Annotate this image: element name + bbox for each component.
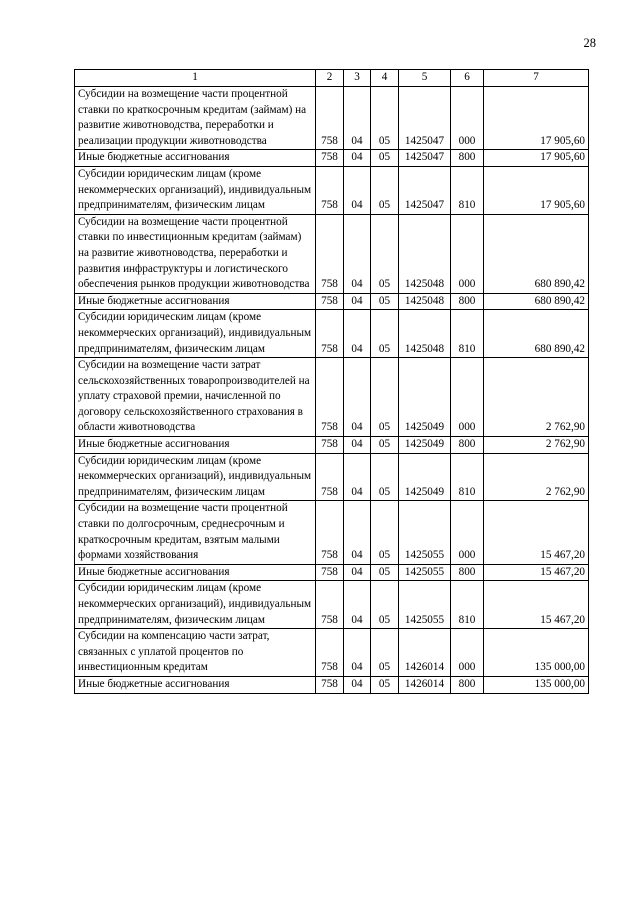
target-article-code: 1425049 — [399, 453, 451, 501]
section-code: 04 — [344, 581, 371, 629]
amount: 15 467,20 — [484, 581, 589, 629]
item-name: Иные бюджетные ассигнования — [75, 437, 316, 454]
agency-code: 758 — [316, 358, 344, 437]
table-row — [75, 453, 589, 501]
header-cell: 7 — [484, 70, 589, 87]
expense-type-code: 000 — [451, 87, 484, 150]
amount: 17 905,60 — [484, 87, 589, 150]
subsection-code: 05 — [371, 150, 399, 167]
header-cell: 4 — [371, 70, 399, 87]
amount: 680 890,42 — [484, 214, 589, 293]
table-row — [75, 564, 589, 581]
expense-type-code: 800 — [451, 293, 484, 310]
item-name: Иные бюджетные ассигнования — [75, 150, 316, 167]
table-row — [75, 150, 589, 167]
target-article-code: 1425049 — [399, 437, 451, 454]
agency-code: 758 — [316, 437, 344, 454]
subsection-code: 05 — [371, 501, 399, 564]
agency-code: 758 — [316, 214, 344, 293]
subsection-code: 05 — [371, 676, 399, 693]
agency-code: 758 — [316, 166, 344, 214]
target-article-code: 1425047 — [399, 166, 451, 214]
expense-type-code: 800 — [451, 437, 484, 454]
header-cell: 1 — [75, 70, 316, 87]
section-code: 04 — [344, 87, 371, 150]
subsection-code: 05 — [371, 358, 399, 437]
agency-code: 758 — [316, 310, 344, 358]
table-row — [75, 166, 589, 214]
target-article-code: 1425055 — [399, 581, 451, 629]
expense-type-code: 000 — [451, 501, 484, 564]
table-row — [75, 437, 589, 454]
expense-type-code: 810 — [451, 581, 484, 629]
amount: 2 762,90 — [484, 453, 589, 501]
budget-table — [74, 69, 589, 694]
item-name: Субсидии на возмещение части затрат сельскохозяйственных товаропроизводителей на уплату страховой премии, начисленной по договору сельскохозяйственного страхования в области животноводства — [75, 358, 316, 437]
expense-type-code: 000 — [451, 214, 484, 293]
page-number: 28 — [583, 36, 596, 50]
target-article-code: 1426014 — [399, 629, 451, 677]
section-code: 04 — [344, 358, 371, 437]
target-article-code: 1425048 — [399, 214, 451, 293]
subsection-code: 05 — [371, 310, 399, 358]
table-row — [75, 581, 589, 629]
amount: 17 905,60 — [484, 150, 589, 167]
target-article-code: 1425048 — [399, 293, 451, 310]
subsection-code: 05 — [371, 293, 399, 310]
agency-code: 758 — [316, 564, 344, 581]
item-name: Субсидии юридическим лицам (кроме некоммерческих организаций), индивидуальным предпринимателям, физическим лицам — [75, 581, 316, 629]
agency-code: 758 — [316, 87, 344, 150]
amount: 680 890,42 — [484, 310, 589, 358]
subsection-code: 05 — [371, 166, 399, 214]
amount: 2 762,90 — [484, 437, 589, 454]
section-code: 04 — [344, 629, 371, 677]
header-cell: 2 — [316, 70, 344, 87]
expense-type-code: 800 — [451, 150, 484, 167]
target-article-code: 1425055 — [399, 501, 451, 564]
section-code: 04 — [344, 676, 371, 693]
item-name: Иные бюджетные ассигнования — [75, 293, 316, 310]
expense-type-code: 800 — [451, 676, 484, 693]
amount: 15 467,20 — [484, 501, 589, 564]
section-code: 04 — [344, 166, 371, 214]
table-row — [75, 629, 589, 677]
expense-type-code: 000 — [451, 629, 484, 677]
table-row — [75, 501, 589, 564]
amount: 135 000,00 — [484, 629, 589, 677]
agency-code: 758 — [316, 676, 344, 693]
section-code: 04 — [344, 293, 371, 310]
amount: 2 762,90 — [484, 358, 589, 437]
item-name: Субсидии юридическим лицам (кроме некоммерческих организаций), индивидуальным предпринимателям, физическим лицам — [75, 453, 316, 501]
target-article-code: 1425047 — [399, 150, 451, 167]
subsection-code: 05 — [371, 564, 399, 581]
agency-code: 758 — [316, 629, 344, 677]
subsection-code: 05 — [371, 453, 399, 501]
expense-type-code: 000 — [451, 358, 484, 437]
subsection-code: 05 — [371, 437, 399, 454]
item-name: Субсидии юридическим лицам (кроме некоммерческих организаций), индивидуальным предпринимателям, физическим лицам — [75, 166, 316, 214]
agency-code: 758 — [316, 453, 344, 501]
section-code: 04 — [344, 501, 371, 564]
amount: 15 467,20 — [484, 564, 589, 581]
subsection-code: 05 — [371, 87, 399, 150]
table-row — [75, 358, 589, 437]
agency-code: 758 — [316, 150, 344, 167]
header-cell: 6 — [451, 70, 484, 87]
amount: 680 890,42 — [484, 293, 589, 310]
target-article-code: 1426014 — [399, 676, 451, 693]
section-code: 04 — [344, 453, 371, 501]
item-name: Субсидии на компенсацию части затрат, связанных с уплатой процентов по инвестиционным кредитам — [75, 629, 316, 677]
agency-code: 758 — [316, 581, 344, 629]
expense-type-code: 810 — [451, 453, 484, 501]
section-code: 04 — [344, 310, 371, 358]
header-cell: 5 — [399, 70, 451, 87]
agency-code: 758 — [316, 501, 344, 564]
item-name: Иные бюджетные ассигнования — [75, 564, 316, 581]
table-row — [75, 214, 589, 293]
item-name: Субсидии на возмещение части процентной ставки по долгосрочным, среднесрочным и краткосрочным кредитам, взятым малыми формами хозяйствования — [75, 501, 316, 564]
target-article-code: 1425049 — [399, 358, 451, 437]
section-code: 04 — [344, 150, 371, 167]
expense-type-code: 810 — [451, 310, 484, 358]
table-row — [75, 676, 589, 693]
agency-code: 758 — [316, 293, 344, 310]
item-name: Субсидии на возмещение части процентной ставки по инвестиционным кредитам (займам) на развитие животноводства, переработки и развития инфраструктуры и логистического обеспечения рынков продукции животноводства — [75, 214, 316, 293]
subsection-code: 05 — [371, 629, 399, 677]
table-row — [75, 293, 589, 310]
subsection-code: 05 — [371, 214, 399, 293]
section-code: 04 — [344, 564, 371, 581]
subsection-code: 05 — [371, 581, 399, 629]
table-row — [75, 310, 589, 358]
header-cell: 3 — [344, 70, 371, 87]
amount: 17 905,60 — [484, 166, 589, 214]
item-name: Субсидии юридическим лицам (кроме некоммерческих организаций), индивидуальным предпринимателям, физическим лицам — [75, 310, 316, 358]
amount: 135 000,00 — [484, 676, 589, 693]
target-article-code: 1425055 — [399, 564, 451, 581]
expense-type-code: 810 — [451, 166, 484, 214]
table-row — [75, 87, 589, 150]
header-row — [75, 70, 589, 87]
section-code: 04 — [344, 437, 371, 454]
target-article-code: 1425047 — [399, 87, 451, 150]
target-article-code: 1425048 — [399, 310, 451, 358]
item-name: Иные бюджетные ассигнования — [75, 676, 316, 693]
item-name: Субсидии на возмещение части процентной ставки по краткосрочным кредитам (займам) на развитие животноводства, переработки и реализации продукции животноводства — [75, 87, 316, 150]
section-code: 04 — [344, 214, 371, 293]
expense-type-code: 800 — [451, 564, 484, 581]
